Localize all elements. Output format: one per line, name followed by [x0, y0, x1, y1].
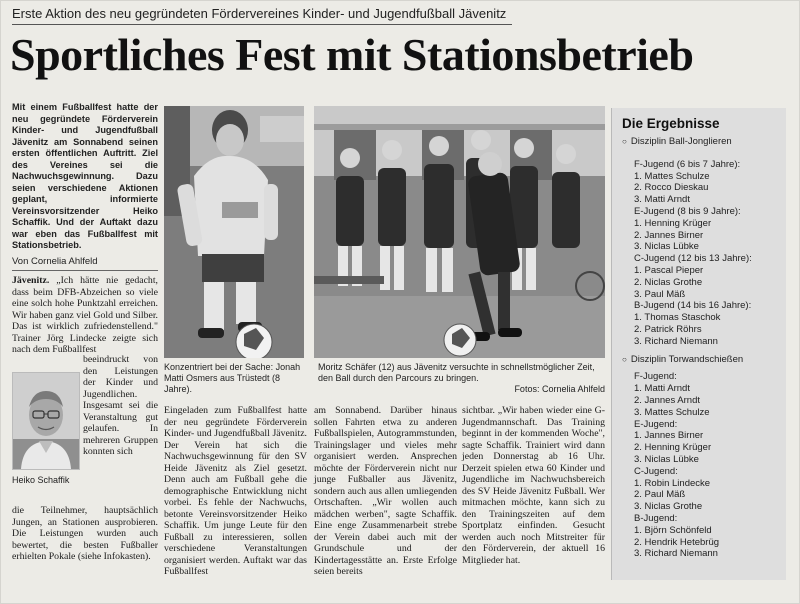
- result-line: 2. Patrick Röhrs: [634, 323, 702, 335]
- results-body: [622, 136, 782, 560]
- photo-2-illustration: [314, 106, 605, 358]
- result-line: 1. Thomas Staschok: [634, 312, 721, 324]
- portrait-caption: Heiko Schaffik: [12, 475, 70, 485]
- discipline-2-label: Disziplin Torwandschießen: [630, 353, 744, 365]
- discipline-1-label: Disziplin Ball-Jonglieren: [630, 136, 732, 147]
- kicker-line: Erste Aktion des neu gegründeten Fördervereines Kinder- und Jugendfußball Jävenitz: [12, 6, 507, 21]
- article-column-1-narrow: beeindruckt von den Leistungen der Kinder und Jugendlichen. Insgesamt sei die Veranstaltung gut gelaufen. In mehreren Gruppen konnten sich: [83, 354, 158, 457]
- result-line: 3. Mattes Schulze: [634, 406, 710, 418]
- result-line: 2. Hendrik Hetebrüg: [634, 536, 720, 548]
- result-line: F-Jugend (6 bis 7 Jahre):: [634, 158, 741, 170]
- result-line: 3. Niclas Grothe: [634, 501, 703, 513]
- result-line: 1. Jannes Birner: [634, 430, 704, 442]
- result-line: 2. Jannes Birner: [634, 229, 704, 241]
- photo-2-caption: [318, 362, 605, 395]
- article-column-1-bottom: die Teilnehmer, hauptsächlich Jungen, an Stationen ausprobieren. Die Leistungen wurden auch bewertet, die besten Fußballer erhielten Pokale (siehe Infokasten).: [12, 505, 158, 562]
- result-line: 3. Richard Niemann: [634, 335, 718, 347]
- result-line: 1. Mattes Schulze: [634, 170, 710, 182]
- result-line: 2. Niclas Grothe: [634, 276, 703, 288]
- article-column-2: Eingeladen zum Fußballfest hatte der neu gegründete Förderverein Kinder- und Jugendfußball Jävenitz. Der Verein hat sich die Nachwuchsgewinnung für den SV Heide Jävenitz als Ziel gesetzt. Denn auch am Fußball gehe die demographische Entwicklung nicht vorbei. Es fehle der Nachwuchs, betonte Vereinsvorsitzender Heiko Schaffik. Um junge Leute für den Fußball zu interessieren, sollen verschiedene Veranstaltungen organisiert werden. Auftakt war das Fußballfest: [164, 405, 307, 577]
- photo-credit: Fotos: Cornelia Ahlfeld: [514, 384, 605, 394]
- result-line: 1. Matti Arndt: [634, 383, 690, 395]
- discipline-2-list: [622, 371, 782, 560]
- result-line: 3. Matti Arndt: [634, 194, 690, 206]
- result-line: 3. Niclas Lübke: [634, 241, 699, 253]
- result-line: 2. Jannes Arndt: [634, 394, 701, 406]
- result-line: F-Jugend:: [634, 371, 677, 383]
- article-column-4: sichtbar. „Wir haben wieder eine G-Jugendmannschaft. Das Training beginnt in der kommenden Woche", sagte Schaffik. Trainiert wird dann jeden Donnerstag ab 16 Uhr. Derzeit spielen etwa 60 Kinder und Jugendliche im Nachwuchsbereich des SV Heide Jävenitz Fußball. Wer mitmachen möchte, kann sich zu den Trainingszeiten auf dem Sportplatz einfinden. Gesucht werden auch noch Mitstreiter für den Förderverein, der aktuell 16 Mitglieder hat.: [462, 405, 605, 566]
- result-line: 3. Richard Niemann: [634, 548, 718, 560]
- circle-bullet-icon: ○: [622, 354, 627, 364]
- photo-boy-with-ball: [164, 106, 304, 358]
- portrait-illustration: [13, 373, 79, 469]
- kicker-rule: [12, 24, 512, 25]
- result-line: E-Jugend (8 bis 9 Jahre):: [634, 205, 741, 217]
- result-line: E-Jugend:: [634, 418, 678, 430]
- result-line: 1. Robin Lindecke: [634, 477, 711, 489]
- dateline-place: Jävenitz.: [12, 275, 50, 286]
- byline: Von Cornelia Ahlfeld: [12, 256, 98, 267]
- discipline-2-heading: [622, 354, 782, 366]
- result-line: 3. Paul Mäß: [634, 288, 686, 300]
- results-infobox: [611, 108, 786, 580]
- spacer: [622, 148, 782, 159]
- result-line: 2. Henning Krüger: [634, 442, 712, 454]
- result-line: 1. Pascal Pieper: [634, 264, 704, 276]
- article-column-3: am Sonnabend. Darüber hinaus sollen Fahrten etwa zu anderen Fußballspielen, Autogrammstunden, Trainingslager und vieles mehr organisiert werden. Ansprechen möchte der Förderverein nicht nur junge Fußballer aus Jävenitz, sondern auch aus allen umliegenden Ortschaften. „Wir wollen auch mädchen werben", sagte Schaffik. Eine enge Zusammenarbeit strebe der Verein dabei auch mit der Grundschule und der Kindertagesstätte an. Erste Erfolge seien bereits: [314, 405, 457, 577]
- article-column-1: [12, 275, 158, 356]
- circle-bullet-icon: ○: [622, 137, 627, 146]
- results-title: Die Ergebnisse: [622, 116, 720, 131]
- column-1-text: „Ich hätte nie gedacht, dass beim DFB-Abzeichen so viele eine solch hohe Punktzahl erreichen. Wir haben ganz viel Gold und Silber. Das ist wirklich zufriedenstellend." Trainer Jörg Lindecke zeigte sich nach dem Fußballfest: [12, 275, 158, 355]
- result-line: 3. Niclas Lübke: [634, 453, 699, 465]
- portrait-photo: [12, 372, 80, 470]
- photo-2-caption-text: Moritz Schäfer (12) aus Jävenitz versuchte in schnellstmöglicher Zeit, den Ball durch den Parcours zu bringen.: [318, 362, 595, 383]
- photo-team-parcours: [314, 106, 605, 358]
- discipline-1-heading: [622, 136, 782, 148]
- result-line: B-Jugend (14 bis 16 Jahre):: [634, 300, 752, 312]
- lead-paragraph: Mit einem Fußballfest hatte der neu gegründete Förderverein Kinder- und Jugendfußball Jävenitz am Sonnabend seinen ersten öffentlichen Auftritt. Ziel des Vereines sei die Nachwuchsgewinnung. Dazu seien verschiedene Aktionen geplant, informierte Vereinsvorsitzender Heiko Schaffik. Und der Auftakt dazu war eben das Fußballfest mit Stationsbetrieb.: [12, 102, 158, 250]
- result-line: 1. Henning Krüger: [634, 217, 712, 229]
- result-line: C-Jugend:: [634, 465, 678, 477]
- photo-1-illustration: [164, 106, 304, 358]
- headline: Sportliches Fest mit Stationsbetrieb: [10, 29, 694, 80]
- result-line: 1. Björn Schönfeld: [634, 524, 712, 536]
- result-line: C-Jugend (12 bis 13 Jahre):: [634, 253, 752, 265]
- photo-1-caption: Konzentriert bei der Sache: Jonah Matti Osmers aus Trüstedt (8 Jahre).: [164, 362, 301, 394]
- result-line: 2. Paul Mäß: [634, 489, 686, 501]
- result-line: 2. Rocco Dieskau: [634, 182, 709, 194]
- discipline-1-list: [622, 159, 782, 348]
- byline-rule: [12, 270, 158, 271]
- result-line: B-Jugend:: [634, 512, 678, 524]
